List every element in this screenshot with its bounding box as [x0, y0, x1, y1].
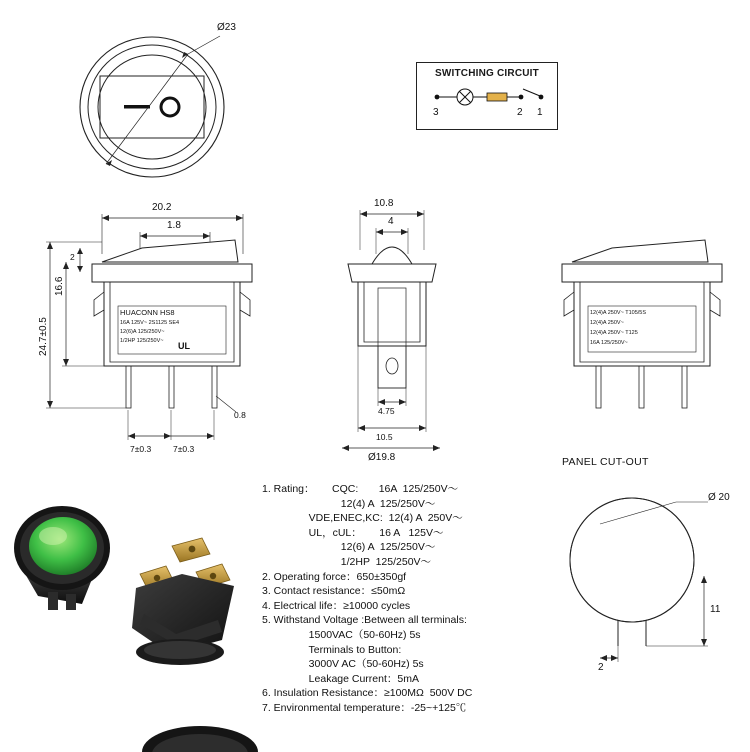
label-line-4: 1/2HP 125/250V~ [120, 338, 164, 344]
spec-line: 1. Rating： CQC: 16A 125/250V～ [262, 483, 459, 495]
dim-side-top-width: 10.8 [374, 198, 394, 209]
right-view [540, 216, 740, 416]
front-view-rating-label [120, 308, 224, 346]
dim-side-diameter: Ø19.8 [368, 452, 396, 463]
label-line-1: HUACONN HS8 [120, 308, 175, 317]
dim-pin-width: 4.75 [378, 406, 395, 416]
top-view-diameter-label: Ø23 [217, 22, 236, 33]
panel-cutout-title: PANEL CUT-OUT [562, 456, 649, 468]
spec-line: 7. Environmental temperature：-25~+125℃ [262, 701, 467, 714]
spec-line: 6. Insulation Resistance：≥100MΩ 500V DC [262, 687, 473, 700]
right-label-line-2: 12(4)A 250V~ [590, 320, 624, 326]
spec-line: 4. Electrical life：≥10000 cycles [262, 599, 411, 612]
front-view [30, 196, 280, 476]
right-label-line-1: 12(4)A 250V~ T105/5S [590, 310, 647, 316]
certification-marks [178, 336, 190, 354]
spec-line: Leakage Current：5mA [262, 672, 419, 685]
dim-body-width: 10.5 [376, 432, 393, 442]
spec-line: 1500VAC（50-60Hz) 5s [262, 628, 421, 641]
spec-line: Terminals to Button: [262, 643, 402, 656]
product-photo-green-switch [8, 500, 128, 615]
circuit-terminal-3: 3 [433, 107, 439, 118]
panel-cutout [540, 456, 740, 706]
switching-circuit-title: SWITCHING CIRCUIT [435, 68, 539, 79]
top-view [60, 14, 280, 179]
spec-line: UL，cUL： 16 A 125V～ [262, 526, 444, 539]
dim-width-total: 20.2 [152, 202, 172, 213]
spec-line: 5. Withstand Voltage :Between all terminals: [262, 614, 467, 627]
dim-pin-spacing-left: 7±0.3 [130, 444, 152, 454]
dim-height-body: 16.6 [54, 276, 65, 296]
label-line-2: 16A 125V~ 2S1125 SE4 [120, 320, 180, 326]
label-line-3: 12(6)A 125/250V~ [120, 329, 165, 335]
panel-cutout-flat: 2 [598, 662, 604, 673]
spec-line: VDE,ENEC,KC: 12(4) A 250V～ [262, 512, 463, 525]
spec-line: 1/2HP 125/250V～ [262, 555, 432, 568]
switching-circuit-box [416, 62, 558, 130]
product-photo-black-switch [118, 528, 248, 668]
dim-width-inner: 1.8 [167, 220, 181, 231]
panel-cutout-height: 11 [710, 604, 721, 615]
dim-pin-thickness: 0.8 [234, 410, 246, 420]
spec-line: 3000V AC（50-60Hz) 5s [262, 658, 424, 671]
panel-cutout-diameter: Ø 20 [708, 492, 730, 503]
side-view [320, 196, 520, 476]
specifications-list [262, 482, 562, 716]
ul-mark: UL [178, 341, 190, 351]
spec-line: 3. Contact resistance：≤50mΩ [262, 585, 406, 598]
right-label-line-3: 12(4)A 250V~ T125 [590, 330, 638, 336]
circuit-terminal-1: 1 [537, 107, 543, 118]
dim-height-total: 24.7±0.5 [38, 317, 49, 356]
spec-line: 2. Operating force：650±350gf [262, 570, 407, 583]
right-label-line-4: 16A 125/250V~ [590, 340, 628, 346]
dim-height-small: 2 [70, 252, 75, 262]
product-photo-bottom-partial [140, 718, 260, 752]
dim-pin-spacing-right: 7±0.3 [173, 444, 195, 454]
right-view-rating-label [590, 308, 696, 348]
circuit-terminal-2: 2 [517, 107, 523, 118]
dim-side-top-inner: 4 [388, 216, 394, 227]
spec-line: 12(6) A 125/250V～ [262, 541, 436, 554]
spec-line: 12(4) A 125/250V～ [262, 497, 436, 510]
